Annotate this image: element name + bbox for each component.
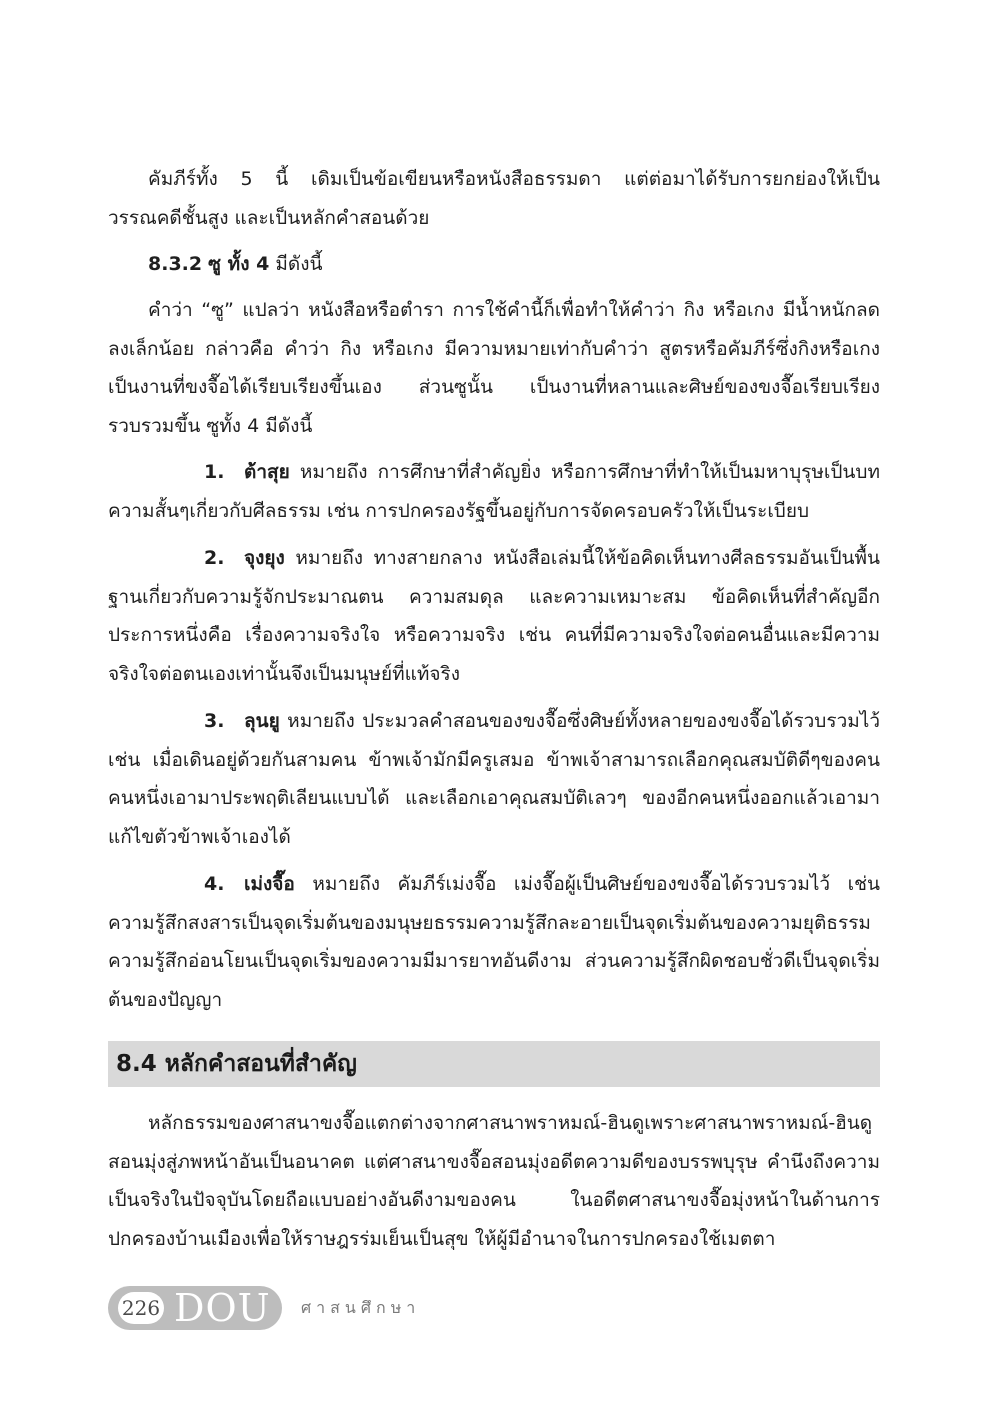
- item-number: 4.: [204, 873, 225, 895]
- item-term: เม่งจื๊อ: [244, 873, 295, 895]
- list-item: [108, 702, 880, 856]
- page-number: 226: [118, 1292, 164, 1324]
- item-term: จุงยุง: [244, 547, 285, 569]
- list-item: [108, 539, 880, 693]
- subsection-title: ซู ทั้ง 4: [208, 253, 270, 275]
- item-text: หมายถึง การศึกษาที่สำคัญยิ่ง หรือการศึกษาที่ทำให้เป็นมหาบุรุษเป็นบทความสั้นๆเกี่ยวกับศีลธรรม เช่น การปกครองรัฐขึ้นอยู่กับการจัดครอบครัวให้เป็นระเบียบ: [108, 461, 880, 522]
- item-number: 3.: [204, 710, 225, 732]
- item-number: 1.: [204, 461, 225, 483]
- section-title: 8.4 หลักคำสอนที่สำคัญ: [116, 1051, 357, 1077]
- list-item: [108, 865, 880, 1019]
- item-text: หมายถึง คัมภีร์เม่งจื๊อ เม่งจื๊อผู้เป็นศิษย์ของขงจื๊อได้รวบรวมไว้ เช่น ความรู้สึกสงสารเป็นจุดเริ่มต้นของมนุษยธรรมความรู้สึกละอายเป็นจุดเริ่มต้นของความยุติธรรมความรู้สึกอ่อนโยนเป็นจุดเริ่มของความมีมารยาทอันดีงาม ส่วนความรู้สึกผิดชอบชั่วดีเป็นจุดเริ่มต้นของปัญญา: [108, 873, 880, 1011]
- list-item: [108, 453, 880, 530]
- main-content: [108, 160, 880, 1028]
- item-text: หมายถึง ทางสายกลาง หนังสือเล่มนี้ให้ข้อคิดเห็นทางศีลธรรมอันเป็นพื้นฐานเกี่ยวกับความรู้จักประมาณตน ความสมดุล และความเหมาะสม ข้อคิดเห็นที่สำคัญอีกประการหนึ่งคือ เรื่องความจริงใจ หรือความจริง เช่น คนที่มีความจริงใจต่อคนอื่นและมีความจริงใจต่อตนเองเท่านั้นจึงเป็นมนุษย์ที่แท้จริง: [108, 547, 880, 685]
- subsection-paragraph: คำว่า “ซู” แปลว่า หนังสือหรือตำรา การใช้คำนี้ก็เพื่อทำให้คำว่า กิง หรือเกง มีน้ำหนักลดลงเล็กน้อย กล่าวคือ คำว่า กิง หรือเกง มีความหมายเท่ากับคำว่า สูตรหรือคัมภีร์ซึ่งกิงหรือเกงเป็นงานที่ขงจื๊อได้เรียบเรียงขึ้นเอง ส่วนซูนั้น เป็นงานที่หลานและศิษย์ของขงจื๊อเรียบเรียงรวบรวมขึ้น ซูทั้ง 4 มีดังนี้: [108, 299, 880, 437]
- section-content: [108, 1104, 880, 1266]
- brand-logo: DOU: [174, 1286, 271, 1330]
- item-text: หมายถึง ประมวลคำสอนของขงจื๊อซึ่งศิษย์ทั้งหลายของขงจื๊อได้รวบรวมไว้ เช่น เมื่อเดินอยู่ด้วยกันสามคน ข้าพเจ้ามักมีครูเสมอ ข้าพเจ้าสามารถเลือกคุณสมบัติดีๆของคนคนหนึ่งเอามาประพฤติเลียนแบบได้ และเลือกเอาคุณสมบัติเลวๆ ของอีกคนหนึ่งออกแล้วเอามาแก้ไขตัวข้าพเจ้าเองได้: [108, 710, 880, 848]
- intro-paragraph: คัมภีร์ทั้ง 5 นี้ เดิมเป็นข้อเขียนหรือหนังสือธรรมดา แต่ต่อมาได้รับการยกย่องให้เป็นวรรณคดีชั้นสูง และเป็นหลักคำสอนด้วย: [108, 168, 880, 229]
- subsection-number: 8.3.2: [148, 253, 203, 275]
- subsection-title-rest: มีดังนี้: [275, 253, 323, 275]
- section-paragraph: หลักธรรมของศาสนาขงจื๊อแตกต่างจากศาสนาพราหมณ์-ฮินดูเพราะศาสนาพราหมณ์-ฮินดูสอนมุ่งสู่ภพหน้าอันเป็นอนาคต แต่ศาสนาขงจื๊อสอนมุ่งอดีตความดีของบรรพบุรุษ คำนึงถึงความเป็นจริงในปัจจุบันโดยถือแบบอย่างอันดีงามของคน ในอดีตศาสนาขงจื๊อมุ่งหน้าในด้านการปกครองบ้านเมืองเพื่อให้ราษฎรร่มเย็นเป็นสุข ให้ผู้มีอำนาจในการปกครองใช้เมตตา: [108, 1112, 880, 1250]
- section-heading-bar: [108, 1041, 880, 1087]
- footer-badge: [108, 1286, 282, 1330]
- course-name: ศาสนศึกษา: [301, 1298, 421, 1317]
- subsection-heading: [108, 245, 880, 283]
- item-number: 2.: [204, 547, 225, 569]
- item-term: ต้าสุย: [244, 461, 290, 483]
- item-term: ลุนยู: [244, 710, 280, 732]
